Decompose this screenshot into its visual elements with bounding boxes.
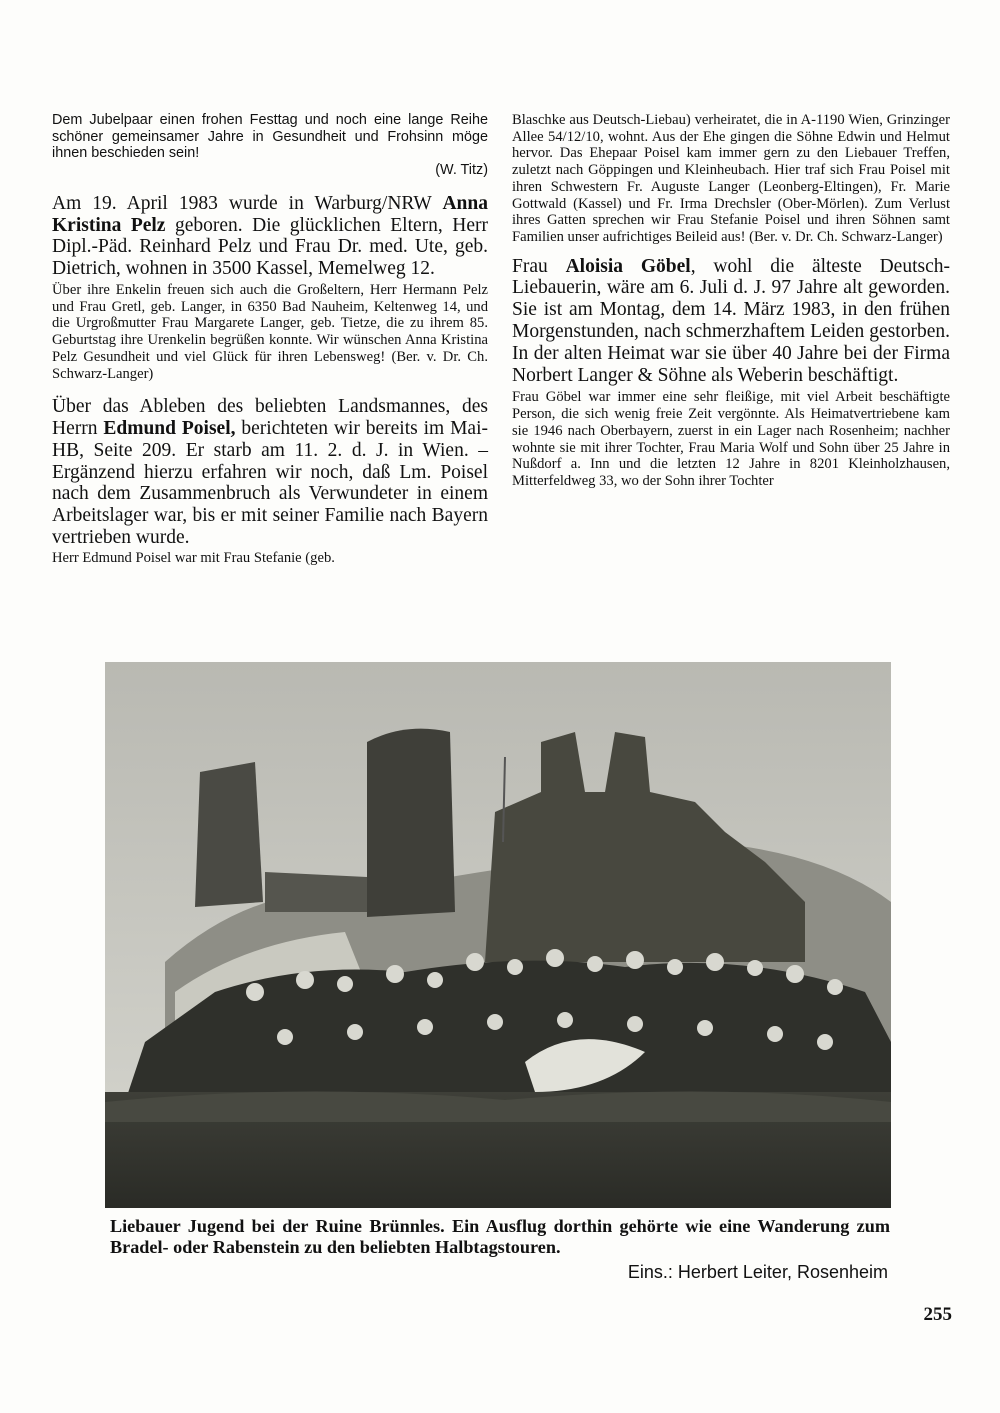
left-column (52, 112, 488, 567)
obituary-goebel-paragraph (512, 256, 950, 387)
group-photo-ruins (105, 662, 891, 1208)
obituary-name: Edmund Poisel, (103, 418, 236, 440)
birth-text-start: Am 19. April 1983 wurde in Warburg/NRW (52, 192, 443, 214)
grandparents-paragraph: Über ihre Enkelin freuen sich auch die Großeltern, Herr Hermann Pelz und Frau Gretl, geb. Langer, in 6350 Bad Nauheim, Keltenweg 14, und die Urgroßmutter Frau Margarete Langer, geb. Tietze, die zu ihrem 85. Geburtstag ihre Urenkelin begrüßen konnte. Wir wünschen Anna Kristina Pelz Gesundheit und viel Glück für ihren Lebensweg! (Ber. v. Dr. Ch. Schwarz-Langer) (52, 282, 488, 382)
jubilee-signature: (W. Titz) (435, 162, 488, 179)
goebel-text-start: Frau (512, 255, 566, 277)
obituary-poisel-paragraph (52, 396, 488, 549)
obituary-text-start: Über das Ableben des beliebten Landsmannes, des Herrn (52, 396, 488, 440)
photo-credit: Eins.: Herbert Leiter, Rosenheim (627, 1262, 888, 1282)
poisel-marriage-paragraph: Herr Edmund Poisel war mit Frau Stefanie (geb. (52, 549, 335, 566)
jubilee-wish-paragraph: Dem Jubelpaar einen frohen Festtag und noch eine lange Reihe schöner gemeinsamer Jahre in Gesundheit und Frohsinn möge ihnen beschieden sein! (52, 112, 488, 162)
birth-child-name: Anna Kristina Pelz (52, 192, 488, 236)
goebel-life-paragraph: Frau Göbel war immer eine sehr fleißige, mit viel Arbeit beschäftigte Person, die sich wenig freie Zeit vergönnte. Als Heimatvertriebene kam sie 1946 nach Oberbayern, zuerst in ein Lager nach Rosenheim; nachher wohnte sie mit ihrer Tochter, Frau Maria Wolf und Sohn über 25 Jahre in Nußdorf a. Inn und die letzten 12 Jahre in 8201 Kleinholzhausen, Mitterfeldweg 33, wo der Sohn ihrer Tochter (512, 389, 950, 489)
birth-announcement-paragraph (52, 193, 488, 280)
right-column (512, 112, 950, 490)
page-number: 255 (923, 1304, 952, 1325)
poisel-family-paragraph: Blaschke aus Deutsch-Liebau) verheiratet, die in A-1190 Wien, Grinzinger Allee 54/12/10, wohnt. Aus der Ehe gingen die Söhne Edwin und Helmut hervor. Das Ehepaar Poisel kam immer gern zu den Liebauer Treffen, zuletzt nach Göppingen und Kleinheubach. Hier traf sich Frau Poisel mit ihren Schwestern Fr. Auguste Langer (Leonberg-Eltingen), Fr. Marie Gottwald (Kassel) und Fr. Irma Drechsler (Ober-Mörlen). Zum Verlust ihres Gatten sprechen wir Frau Stefanie Poisel und ihren Söhnen samt Familien unser aufrichtiges Beileid aus! (Ber. v. Dr. Ch. Schwarz-Langer) (512, 112, 950, 245)
goebel-name: Aloisia Göbel (565, 255, 691, 277)
obituary-text-end: berichteten wir bereits im Mai-HB, Seite 209. Er starb am 11. 2. d. J. in Wien. – Ergänzend hierzu erfahren wir noch, daß Lm. Poisel nach dem Zusammenbruch als Verwundeter in einem Arbeitslager war, bis er mit seiner Familie nach Bayern vertrieben wurde. (52, 418, 488, 548)
goebel-text-end: , wohl die älteste Deutsch-Liebauerin, wäre am 6. Juli d. J. 97 Jahre alt geworden. Sie ist am Montag, dem 14. März 1983, in den frühen Morgenstunden, nach schmerzhaftem Leiden gestorben. In der alten Heimat war sie über 40 Jahre bei der Firma Norbert Langer & Söhne als Weberin beschäftigt. (512, 255, 950, 386)
birth-text-end: geboren. Die glücklichen Eltern, Herr Dipl.-Päd. Reinhard Pelz und Frau Dr. med. Ute, geb. Dietrich, wohnen in 3500 Kassel, Memelweg 12. (52, 214, 488, 280)
photo-caption: Liebauer Jugend bei der Ruine Brünnles. Ein Ausflug dorthin gehörte wie eine Wanderung zum Bradel- oder Rabenstein zu den beliebten Halbtagstouren. (110, 1216, 890, 1257)
